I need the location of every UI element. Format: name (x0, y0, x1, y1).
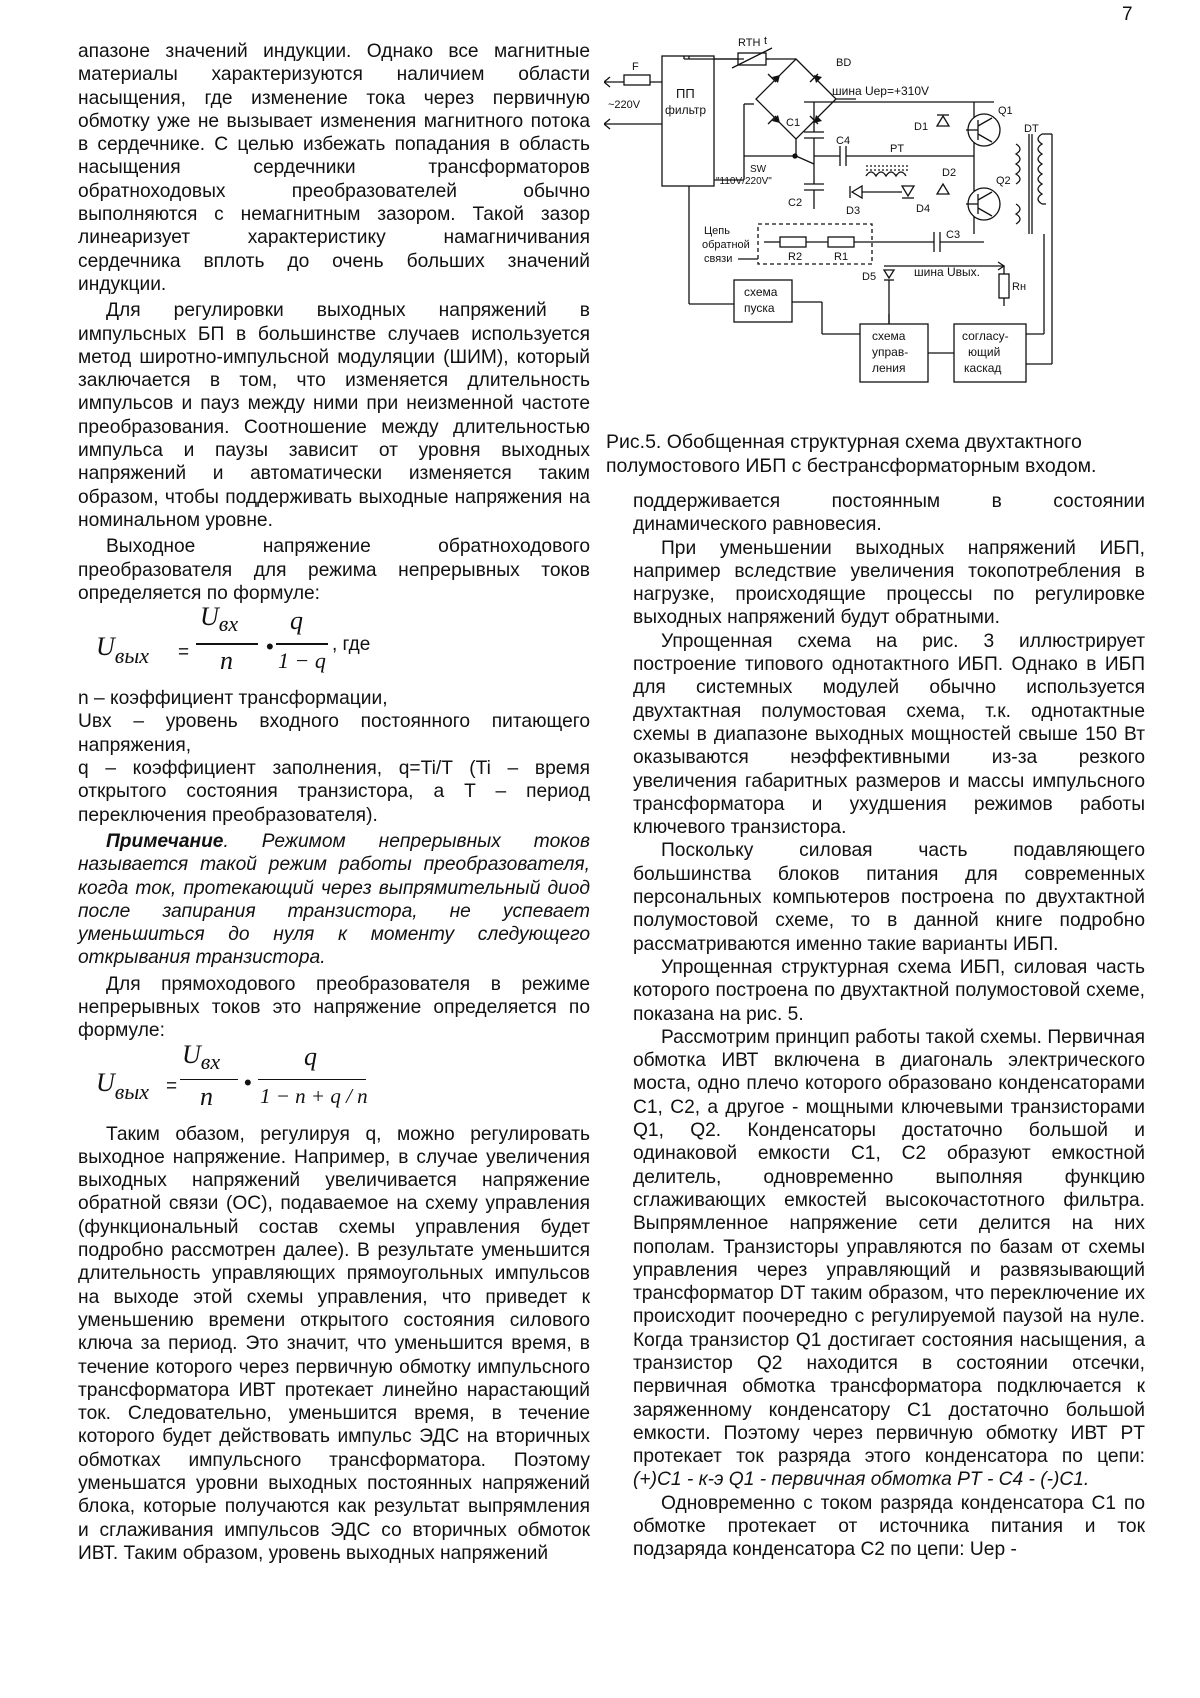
svg-text:фильтр: фильтр (665, 103, 707, 117)
paragraph (633, 1026, 1145, 1492)
paragraph: Поскольку силовая часть подавляющего большинства блоков питания для современных персональных компьютеров построена по двухтактной полумостовой схеме, то в данной книге подробно рассматриваются именно такие варианты ИБП. (633, 840, 1145, 955)
capacitor-c4 (836, 135, 850, 166)
paragraph: Одновременно с током разряда конденсатора C1 по обмотке протекает от источника питания и ток подзаряда конденсатора C2 по цепи: Uер - (633, 1492, 1145, 1561)
svg-text:пуска: пуска (744, 301, 775, 315)
svg-text:C3: C3 (946, 229, 961, 241)
svg-text:PT: PT (890, 143, 905, 155)
switch-sw (716, 154, 814, 187)
bus-uout-label: шина Uвых. (914, 265, 980, 279)
formula-denominator: 1 − q (278, 648, 326, 674)
formula-numerator: q (290, 606, 303, 636)
definition-uvx: Uвх – уровень входного постоянного питающего напряжения, (78, 711, 590, 756)
svg-text:Цепь: Цепь (704, 225, 730, 237)
paragraph-text: Рассмотрим принцип работы такой схемы. Первичная обмотка ИВТ включена в диагональ электрического моста, одно плечо которого образовано конденсаторами C1, C2, а другое - мощными ключевыми транзисторами Q1, Q2. Конденсаторы достаточно большой и одинаковой емкости C1, C2 образуют емкостной делитель, одновременно выполняя функцию сглаживающих емкостей высокочастотного фильтра. Выпрямленное напряжение сети делится на них пополам. Транзисторы управляются по базам от схемы управления через управляющий и развязывающий трансформатор DT таким образом, что переключение их происходит поочередно с регулируемой паузой на нуле. Когда транзистор Q1 достигает состояния насыщения, а транзистор Q2 находится в состоянии отсечки, первичная обмотка трансформатора подключается к заряженному конденсатору C1 достаточно большой емкости. Поэтому через первичную обмотку ИВТ PT протекает ток разряда этого конденсатора по цепи: (633, 1026, 1146, 1468)
formula-denominator: n (220, 646, 233, 676)
capacitor-c3 (884, 229, 984, 252)
svg-text:R1: R1 (834, 251, 849, 263)
svg-text:D4: D4 (916, 203, 931, 215)
formula-flyback: $U_{вых}$ = $U_{вх}$ n • q 1 − q , где (96, 602, 371, 676)
paragraph: При уменьшении выходных напряжений ИБП, например вследствие увеличения токопотребления в нагрузке, происходящие процессы по регулировке выходных напряжений будут обратными. (633, 537, 1145, 629)
fuse (624, 61, 650, 85)
diode-bridge-bd (756, 57, 851, 139)
svg-text:D1: D1 (914, 121, 929, 133)
paragraph: Для регулировки выходных напряжений в импульсных БП в большинстве случаев используется метод широтно-импульсной модуляции (ШИМ), который заключается в том, что изменяется длительность импульсов и пауз между ними при неизменной частоте преобразования. Соотношение между длительностью импульса и паузы зависит от уровня выходных напряжений и автоматически изменяется таким образом, чтобы поддерживать выходные напряжения на номинальном уровне. (78, 300, 590, 531)
definition-n: n – коэффициент трансформации, (78, 688, 388, 710)
svg-text:DT: DT (1024, 123, 1039, 135)
formula-lhs: $U_{вых}$ (96, 1067, 149, 1104)
svg-text:F: F (632, 61, 639, 73)
page-number: 7 (1122, 4, 1133, 25)
note-text: . Режимом непрерывных токов называется такой режим работы преобразователя, когда ток, протекающий через выпрямительный диод после запирания транзистора, не успевает уменьшиться до нуля к моменту следующего открывания транзистора. (78, 830, 590, 969)
svg-text:Rн: Rн (1012, 281, 1027, 293)
bus-uep-label: шина Uер=+310V (832, 84, 930, 98)
formula-numerator: $U_{вх}$ (182, 1039, 221, 1074)
svg-text:ления: ления (872, 361, 906, 375)
formula-lhs: $U_{вых}$ (96, 632, 149, 669)
svg-text:t: t (764, 35, 768, 47)
right-column (633, 490, 1145, 1562)
filter-block (662, 56, 714, 186)
paragraph: апазоне значений индукции. Однако все магнитные материалы характеризуются наличием области насыщения, где изменение тока через первичную обмотку уже не вызывает изменения магнитного потока в сердечнике. С целью избежать попадания в область насыщения сердечники трансформаторов обратноходовых преобразователей обычно выполняются с немагнитным зазором. Такой зазор линеаризует характеристику намагничивания сердечника вплоть до очень больших значений индукции. (78, 41, 590, 295)
svg-text:D5: D5 (862, 271, 877, 283)
svg-text:Q1: Q1 (998, 105, 1013, 117)
svg-text:Q2: Q2 (996, 175, 1011, 187)
feedback-chain (702, 224, 884, 265)
svg-text:R2: R2 (788, 251, 803, 263)
svg-text:"110V/220V": "110V/220V" (716, 176, 772, 187)
start-block (734, 280, 822, 334)
definition-q: q – коэффициент заполнения, q=Ti/T (Ti – время открытого состояния транзистора, а T – период переключения преобразователя). (78, 758, 590, 826)
svg-text:ющий: ющий (968, 345, 1001, 359)
diode-d3 (846, 186, 862, 217)
paragraph: Упрощенная схема на рис. 3 иллюстрирует построение типового однотактного ИБП. Однако в ИБП для системных модулей обычно используется двухтактная полумостовая схема, т.к. однотактные схемы в диапазоне выходных мощностей свыше 150 Вт оказываются неэффективными из-за резкого увеличения габаритных размеров и массы импульсного трансформатора и ухудшения режимов работы ключевого транзистора. (633, 630, 1145, 839)
caption-line: полумостового ИБП с бестрансформаторным входом. (606, 455, 1097, 477)
formula-numerator: $U_{вх}$ (200, 602, 239, 637)
svg-text:C2: C2 (788, 197, 803, 209)
note (78, 830, 590, 970)
svg-text:~220V: ~220V (608, 99, 641, 111)
paragraph: поддерживается постоянным в состоянии динамического равновесия. (633, 491, 1145, 536)
paragraph: Упрощенная структурная схема ИБП, силовая часть которого построена по двухтактной полумостовой схеме, показана на рис. 5. (633, 956, 1145, 1025)
formula-forward: $U_{вых}$ = $U_{вх}$ n • q 1 − n + q / n (96, 1039, 368, 1111)
load-resistor-rn (999, 266, 1026, 306)
formula-denominator: 1 − n + q / n (260, 1083, 368, 1108)
note-label: Примечание (106, 830, 224, 852)
left-column (78, 40, 590, 1565)
svg-text:ПП: ПП (676, 86, 695, 101)
paragraph: Таким обазом, регулируя q, можно регулировать выходное напряжение. Например, в случае увеличения выходных напряжений увеличивается напряжение обратной связи (ОС), подаваемое на схему управления (функциональный состав схемы управления будет подробно рассмотрен далее). В результате уменьшится длительность управляющих прямоугольных импульсов на выходе этой схемы управления, что приведет к уменьшению времени открытого состояния силового ключа за период. Это значит, что уменьшится время, в течение которого через первичную обмотку импульсного трансформатора ИВТ протекает линейно нарастающий ток. Следовательно, уменьшится время, в течение которого будет действовать импульс ЭДС на вторичных обмотках импульсного трансформатора. Поэтому уменьшатся уровни выходных постоянных напряжений блока, которые получаются как результат выпрямления и сглаживания импульсов ЭДС со вторичных обмоток ИВТ. Таким образом, уровень выходных напряжений (78, 1123, 590, 1564)
capacitor-c1 (786, 102, 824, 164)
capacitor-c2 (788, 164, 824, 209)
figure-caption (606, 430, 1156, 478)
transformer-pt (866, 166, 910, 176)
discharge-chain: (+)C1 - к-э Q1 - первичная обмотка PT - C4 - (-)C1. (633, 1469, 1090, 1491)
diode-d4 (902, 186, 930, 215)
transistor-q2 (966, 175, 1011, 220)
svg-text:схема: схема (872, 329, 906, 343)
svg-text:RTH: RTH (738, 37, 761, 49)
svg-text:C1: C1 (786, 117, 801, 129)
paragraph: Выходное напряжение обратноходового преобразователя для режима непрерывных токов определяется по формуле: (78, 536, 590, 604)
formula-denominator: n (200, 1081, 213, 1111)
svg-text:C4: C4 (836, 135, 851, 147)
svg-text:D3: D3 (846, 205, 861, 217)
paragraph: Для прямоходового преобразователя в режиме непрерывных токов это напряжение определяется по формуле: (78, 973, 590, 1042)
svg-text:каскад: каскад (964, 361, 1002, 375)
caption-line: Рис.5. Обобщенная структурная схема двухтактного (606, 431, 1082, 453)
svg-text:BD: BD (836, 57, 852, 69)
svg-text:D2: D2 (942, 167, 957, 179)
svg-text:схема: схема (744, 285, 778, 299)
transistor-q1 (966, 105, 1013, 146)
diode-d2 (937, 167, 956, 194)
svg-text:обратной: обратной (702, 239, 750, 251)
formula-numerator: q (304, 1041, 317, 1071)
svg-text:SW: SW (750, 164, 767, 175)
svg-text:согласу-: согласу- (962, 329, 1009, 343)
diode-d1 (914, 115, 949, 133)
matching-stage-block (954, 324, 1026, 382)
control-block (860, 324, 928, 382)
svg-text:связи: связи (704, 253, 733, 265)
svg-text:управ-: управ- (872, 345, 909, 359)
circuit-diagram (604, 34, 1160, 414)
